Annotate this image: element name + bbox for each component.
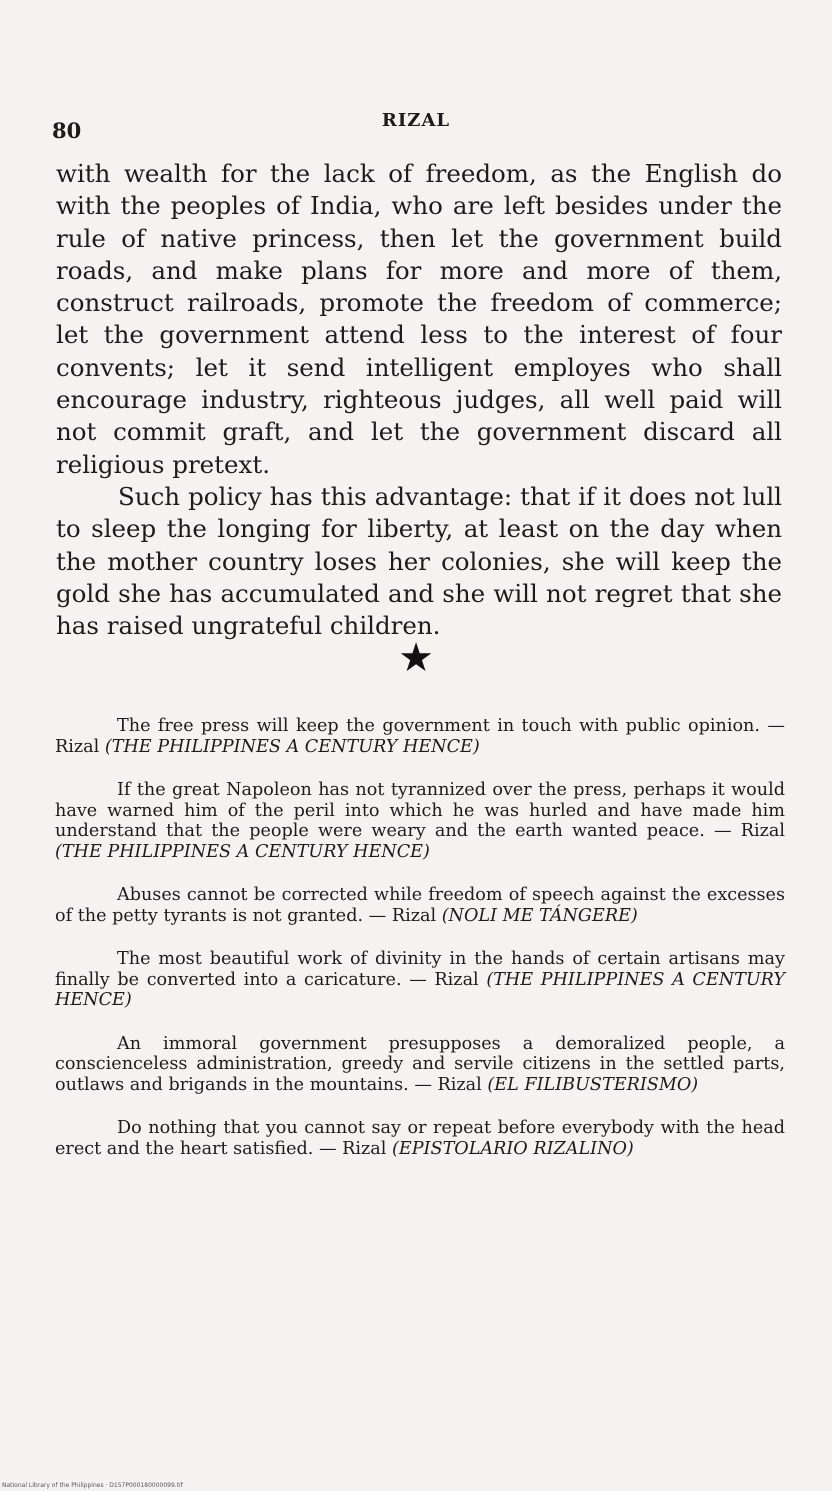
quote-source: (EPISTOLARIO RIZALINO)	[392, 1138, 634, 1159]
quote-source: (THE PHILIPPINES A CENTURY HENCE)	[55, 841, 430, 862]
quote	[55, 1034, 785, 1096]
quote-text: If the great Napoleon has not tyrannized over the press, perhaps it would have warned him of the peril into which he was hurled and have made him understand that the people were weary and the earth wanted peace. — Rizal	[55, 780, 785, 841]
page-number: 80	[52, 118, 82, 143]
main-text	[56, 158, 782, 642]
quote-source: (NOLI ME TÁNGERE)	[441, 905, 638, 926]
quote-text: The free press will keep the government in touch with public opinion. — Rizal	[55, 716, 785, 757]
quote	[55, 716, 785, 757]
quote-source: (EL FILIBUSTERISMO)	[487, 1074, 699, 1095]
paragraph: Such policy has this advantage: that if it does not lull to sleep the longing for liberty, at least on the day when the mother country loses her colonies, she will keep the gold she has accumulated and she will not regret that she has raised ungrateful children.	[56, 481, 782, 641]
quote-text: An immoral government presupposes a demoralized people, a conscienceless administration, greedy and servile citizens in the settled parts, outlaws and brigands in the mountains. — Rizal	[55, 1033, 785, 1095]
quote-text: The most beautiful work of divinity in the hands of certain artisans may finally be converted into a caricature. — Rizal	[55, 949, 785, 990]
quote-text: Do nothing that you cannot say or repeat before everybody with the head erect and the heart satisfied. — Rizal	[55, 1118, 785, 1159]
paragraph-continued: with wealth for the lack of freedom, as the English do with the peoples of India, who are left besides under the rule of native princess, then let the government build roads, and make plans for more and more of them, construct railroads, promote the freedom of commerce; let the government attend less to the interest of four convents; let it send intelligent employes who shall encourage industry, righteous judges, all well paid will not commit graft, and let the government discard all religious pretext.	[56, 159, 782, 479]
quote	[55, 780, 785, 862]
star-ornament: ★	[398, 635, 434, 681]
quote	[55, 885, 785, 926]
page-header	[0, 104, 832, 144]
quote-text: Abuses cannot be corrected while freedom of speech against the excesses of the petty tyrants is not granted. — Rizal	[55, 885, 785, 926]
quote	[55, 949, 785, 1011]
quote-source: (THE PHILIPPINES A CENTURY HENCE)	[104, 736, 480, 757]
quotes-section	[55, 716, 785, 1182]
quote-source: (THE PHILIPPINES A CENTURY HENCE)	[55, 969, 785, 1010]
scan-footer-note: National Library of the Philippines · D157P000180000099.tif	[2, 1482, 183, 1489]
running-head: RIZAL	[381, 110, 451, 131]
quote	[55, 1118, 785, 1159]
